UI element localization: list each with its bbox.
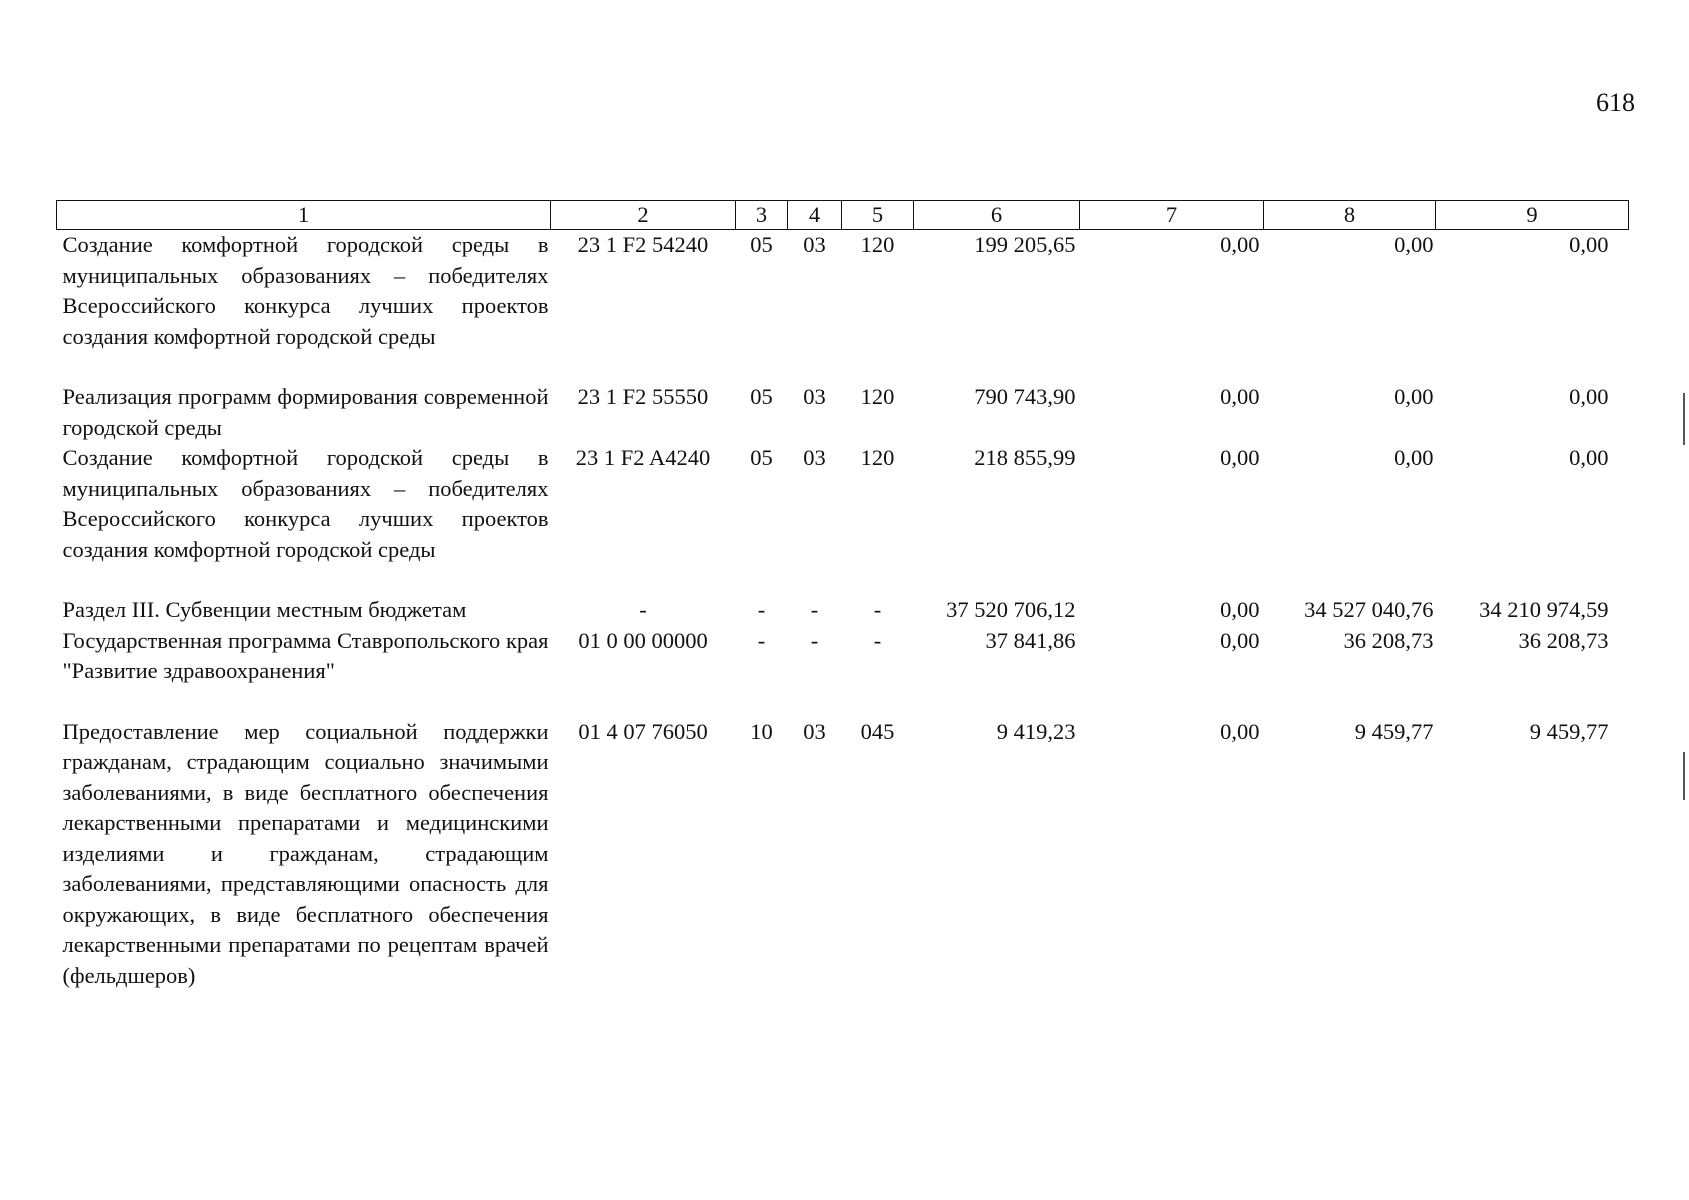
column-header-6: 6 [914,201,1080,230]
amount-col-9: 0,00 [1569,232,1609,257]
amount-col-9: 0,00 [1569,445,1609,470]
column-header-4: 4 [788,201,842,230]
amount-col-9: 9 459,77 [1529,718,1609,744]
table-row [57,443,1629,595]
row-name: Реализация программ формирования современной городской среды [62,384,549,440]
row-name: Создание комфортной городской среды в муниципальных образованиях – победителях Всероссийского конкурса лучших проектов создания комфортной городской среды [62,445,549,562]
target-article-code: - [639,597,647,622]
amount-col-6: 37 520 706,12 [946,597,1076,622]
section-code: - [757,597,766,622]
table-row [57,595,1629,626]
page-number: 618 [1596,88,1635,117]
subsection-code: 03 [803,445,826,470]
section-code: - [757,627,766,653]
amount-col-9: 0,00 [1569,384,1609,409]
target-article-code: 01 4 07 76050 [578,718,708,744]
column-header-3: 3 [736,201,788,230]
expense-type-code: 120 [860,445,895,470]
amount-col-7: 0,00 [1220,384,1260,409]
subsection-code: - [810,627,819,653]
amount-col-7: 0,00 [1220,597,1260,622]
amount-col-7: 0,00 [1220,718,1260,744]
expense-type-code: 120 [860,384,895,409]
table-row [57,626,1629,717]
column-header-2: 2 [551,201,736,230]
subsection-code: 03 [803,718,826,744]
column-header-7: 7 [1080,201,1264,230]
expense-type-code: 045 [860,718,895,744]
scan-edge-mark [1683,752,1685,800]
expense-type-code: 120 [860,232,895,257]
expense-type-code: - [873,597,882,622]
column-header-5: 5 [842,201,914,230]
budget-table [56,200,1629,991]
amount-col-8: 9 459,77 [1354,718,1434,744]
target-article-code: 23 1 F2 A4240 [575,445,711,470]
target-article-code: 01 0 00 00000 [578,627,708,653]
section-code: 10 [750,718,773,744]
subsection-code: - [810,597,819,622]
amount-col-6: 37 841,86 [985,627,1076,653]
header-row [57,201,1629,230]
section-code: 05 [750,232,773,257]
amount-col-9: 34 210 974,59 [1479,597,1609,622]
amount-col-8: 0,00 [1394,445,1434,470]
amount-col-7: 0,00 [1220,445,1260,470]
amount-col-6: 199 205,65 [974,232,1076,257]
column-header-9: 9 [1436,201,1629,230]
amount-col-7: 0,00 [1220,627,1260,653]
subsection-code: 03 [803,232,826,257]
amount-col-6: 790 743,90 [974,384,1076,409]
amount-col-6: 218 855,99 [974,445,1076,470]
amount-col-8: 0,00 [1394,232,1434,257]
section-code: 05 [750,445,773,470]
amount-col-6: 9 419,23 [996,718,1076,744]
amount-col-7: 0,00 [1220,232,1260,257]
amount-col-8: 0,00 [1394,384,1434,409]
target-article-code: 23 1 F2 54240 [577,232,709,257]
target-article-code: 23 1 F2 55550 [577,384,709,409]
subsection-code: 03 [803,384,826,409]
table-row [57,382,1629,443]
column-header-8: 8 [1264,201,1436,230]
scan-edge-mark [1683,393,1685,445]
table-row [57,717,1629,992]
expense-type-code: - [873,627,882,653]
amount-col-8: 34 527 040,76 [1304,597,1434,622]
row-name: Создание комфортной городской среды в муниципальных образованиях – победителях Всероссийского конкурса лучших проектов создания комфортной городской среды [62,232,549,349]
table-row [57,230,1629,383]
section-code: 05 [750,384,773,409]
amount-col-8: 36 208,73 [1343,627,1434,653]
row-name: Государственная программа Ставропольского края "Развитие здравоохранения" [62,627,549,683]
row-name: Предоставление мер социальной поддержки гражданам, страдающим социально значимыми заболеваниями, в виде бесплатного обеспечения лекарственными препаратами и медицинскими изделиями и гражданам, страдающим заболеваниями, представляющими опасность для окружающих, в виде бесплатного обеспечения лекарственными препаратами по рецептам врачей (фельдшеров) [62,718,549,988]
column-header-1: 1 [57,201,551,230]
row-name: Раздел III. Субвенции местным бюджетам [62,597,467,622]
amount-col-9: 36 208,73 [1518,627,1609,653]
